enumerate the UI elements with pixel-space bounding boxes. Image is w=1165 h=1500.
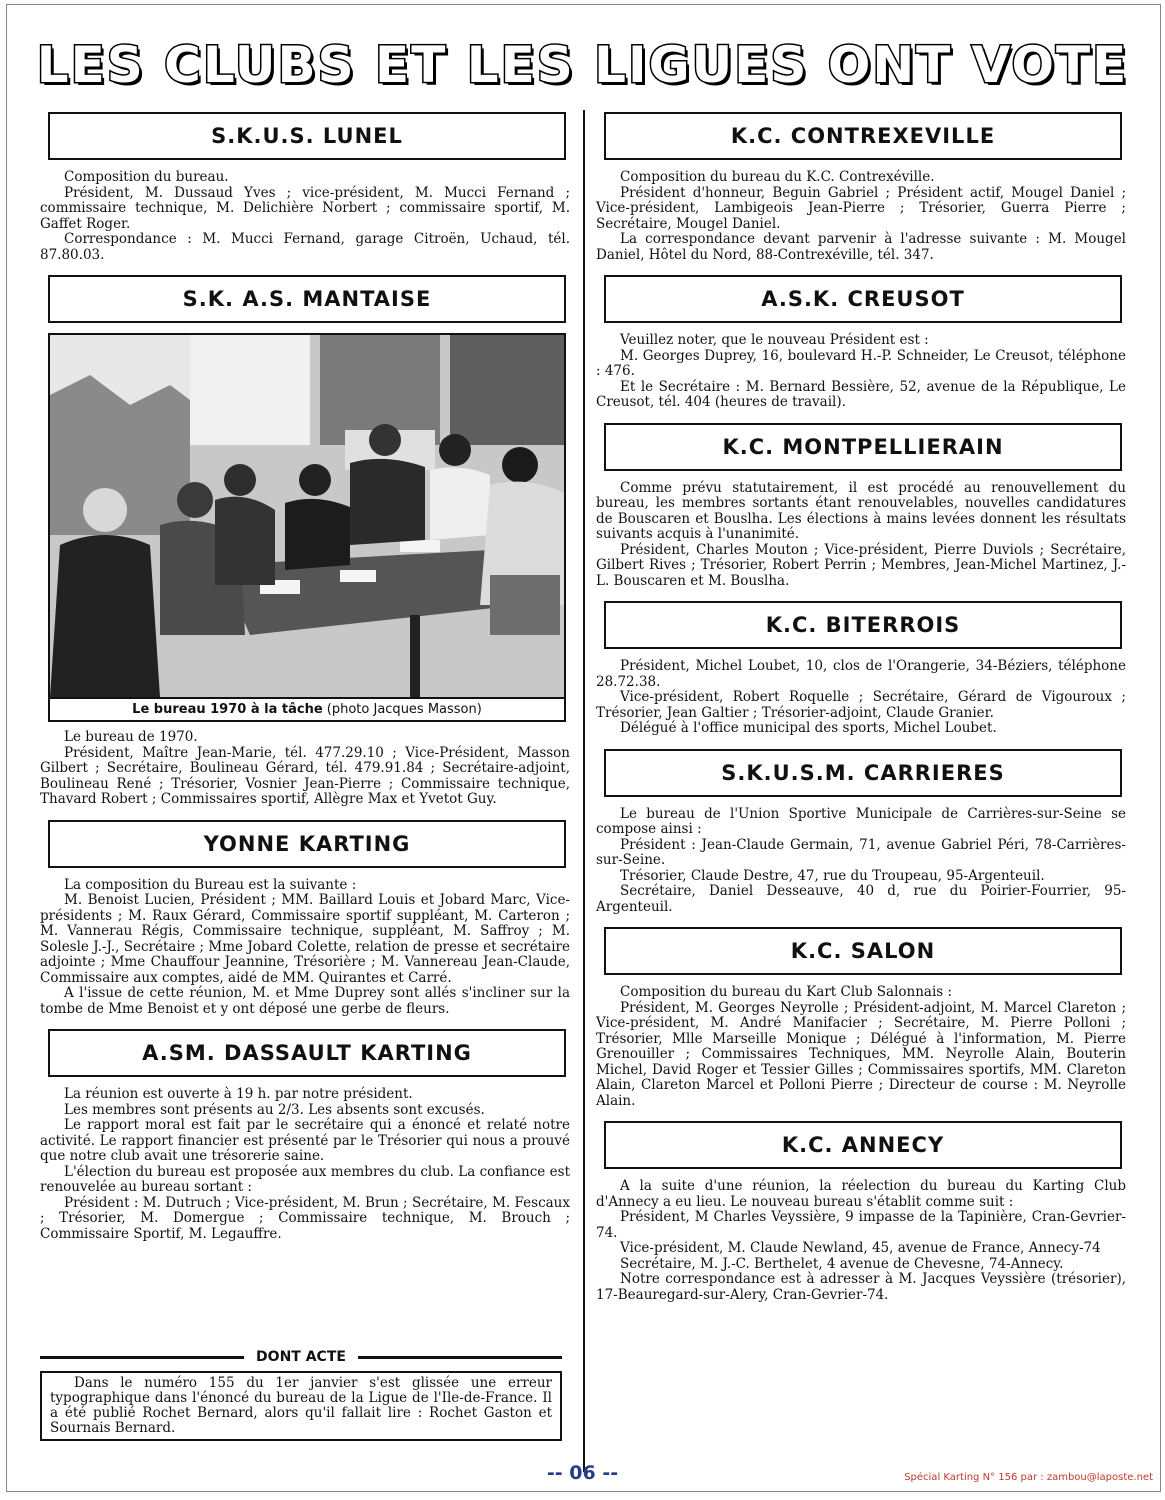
paragraph: Président, M Charles Veyssière, 9 impasse de la Tapinière, Cran-Gevrier-74. bbox=[596, 1209, 1126, 1241]
section-ask-creusot bbox=[596, 275, 1126, 411]
paragraph: Comme prévu statutairement, il est procédé au renouvellement du bureau, les membres sortants étant renouvelables, nouvelles candidatures de Bouscaren et Bouslha. Les élections à mains levées donnent les résultats suivants acquis à l'unanimité. bbox=[596, 479, 1126, 542]
photo-caption-credit: (photo Jacques Masson) bbox=[322, 702, 482, 717]
paragraph: Le rapport moral est fait par le secrétaire qui a énoncé et relaté notre activité. Le rapport financier est présenté par le Trésorier qui nous a prouvé que notre club avait une trésorerie saine. bbox=[40, 1117, 570, 1164]
meeting-photo-illustration bbox=[50, 335, 566, 697]
section-heading: S.K. A.S. MANTAISE bbox=[48, 275, 566, 323]
section-heading: S.K.U.S. LUNEL bbox=[48, 112, 566, 160]
paragraph: Composition du bureau. bbox=[64, 169, 229, 185]
section-skus-lunel bbox=[40, 112, 570, 263]
paragraph: Secrétaire, M. J.-C. Berthelet, 4 avenue de Chevesne, 74-Annecy. bbox=[620, 1255, 1064, 1272]
paragraph: Président, Michel Loubet, 10, clos de l'Orangerie, 34-Béziers, téléphone 28.72.38. bbox=[596, 658, 1126, 690]
section-asm-dassault bbox=[40, 1029, 570, 1242]
column-divider bbox=[583, 110, 585, 1472]
paragraph: Président d'honneur, Beguin Gabriel ; Président actif, Mougel Daniel ; Vice-président, Lambigeois Jean-Pierre ; Trésorier, Guerra Pierre ; Secrétaire, Mougel Daniel. bbox=[596, 184, 1126, 232]
section-kc-contrexeville bbox=[596, 112, 1126, 263]
paragraph: Dans le numéro 155 du 1er janvier s'est glissée une erreur typographique dans l'énoncé du bureau de la Ligue de l'Ile-de-France. Il a été publié Rochet Bernard, alors qu'il fallait lire : Rochet Gaston et Sournais Bernard. bbox=[50, 1375, 552, 1436]
paragraph: Président, Charles Mouton ; Vice-président, Pierre Duviols ; Secrétaire, Gilbert Rives ; Trésorier, Robert Perrin ; Membres, Jean-Michel Martinez, J.-L. Bouscaren et M. Bouslha. bbox=[596, 541, 1126, 589]
meeting-photo bbox=[48, 333, 566, 699]
paragraph: M. Benoist Lucien, Président ; MM. Baillard Louis et Jobard Marc, Vice-présidents ; M. Raux Gérard, Commissaire sportif suppléant, M. Carteron ; M. Vannerau Régis, Commissaire technique, suppléant, M. Saffroy ; M. Solesle J.-J., Secrétaire ; Mme Jobard Colette, relation de presse et secrétaire adjointe ; Mme Chauffour Jeannine, Trésorière ; M. Vannereau Jean-Claude, Commissaire aux comptes, aidé de MM. Quirantes et Carré. bbox=[40, 892, 570, 986]
page-number: -- 06 -- bbox=[546, 1462, 619, 1484]
section-yonne-karting bbox=[40, 820, 570, 1018]
paragraph: Correspondance : M. Mucci Fernand, garage Citroën, Uchaud, tél. 87.80.03. bbox=[40, 231, 570, 263]
paragraph: Les membres sont présents au 2/3. Les absents sont excusés. bbox=[64, 1101, 485, 1118]
section-heading: A.SM. DASSAULT KARTING bbox=[48, 1029, 566, 1077]
paragraph: M. Georges Duprey, 16, boulevard H.-P. Schneider, Le Creusot, téléphone : 476. bbox=[596, 347, 1126, 379]
paragraph: Président, Maître Jean-Marie, tél. 477.29.10 ; Vice-Président, Masson Gilbert ; Secrétaire, Boulineau Gérard, tél. 479.91.84 ; Secrétaire-adjoint, Boulineau René ; Trésorier, Vosnier Jean-Pierre ; Commissaire technique, Thavard Robert ; Commissaires sportif, Allègre Max et Yvetot Guy. bbox=[40, 744, 570, 807]
paragraph: Président : Jean-Claude Germain, 71, avenue Gabriel Péri, 78-Carrières-sur-Seine. bbox=[596, 836, 1126, 868]
section-kc-montpellierain bbox=[596, 423, 1126, 590]
paragraph: Le bureau de l'Union Sportive Municipale de Carrières-sur-Seine se compose ainsi : bbox=[596, 805, 1126, 837]
page-title: LES CLUBS ET LES LIGUES ONT VOTE bbox=[36, 36, 1129, 94]
paragraph: La correspondance devant parvenir à l'adresse suivante : M. Mougel Daniel, Hôtel du Nord, 88-Contrexéville, tél. 347. bbox=[596, 231, 1126, 263]
paragraph: Président, M. Dussaud Yves ; vice-président, M. Mucci Fernand ; commissaire technique, M. Delichière Norbert ; commissaire sportif, M. Gaffet Roger. bbox=[40, 184, 570, 232]
paragraph: Composition du bureau du K.C. Contrexéville. bbox=[620, 169, 935, 185]
section-heading: YONNE KARTING bbox=[48, 820, 566, 868]
section-heading: K.C. ANNECY bbox=[604, 1121, 1122, 1169]
paragraph: A l'issue de cette réunion, M. et Mme Duprey sont allés s'incliner sur la tombe de Mme Benoist et y ont déposé une gerbe de fleurs. bbox=[40, 985, 570, 1017]
paragraph: Notre correspondance est à adresser à M. Jacques Veyssière (trésorier), 17-Beauregard-sur-Alery, Cran-Gevrier-74. bbox=[596, 1271, 1126, 1303]
paragraph: La réunion est ouverte à 19 h. par notre président. bbox=[64, 1086, 413, 1102]
paragraph: Vice-président, Robert Roquelle ; Secrétaire, Gérard de Vigouroux ; Trésorier, Jean Galtier ; Trésorier-adjoint, Claude Granier. bbox=[596, 689, 1126, 721]
paragraph: Délégué à l'office municipal des sports, Michel Loubet. bbox=[620, 720, 997, 736]
paragraph: L'élection du bureau est proposée aux membres du club. La confiance est renouvelée au bureau sortant : bbox=[40, 1163, 570, 1195]
section-heading: K.C. CONTREXEVILLE bbox=[604, 112, 1122, 160]
paragraph: Et le Secrétaire : M. Bernard Bessière, 52, avenue de la République, Le Creusot, tél. 404 (heures de travail). bbox=[596, 378, 1126, 410]
paragraph: Vice-président, M. Claude Newland, 45, avenue de France, Annecy-74 bbox=[620, 1240, 1101, 1256]
paragraph: La composition du Bureau est la suivante : bbox=[64, 876, 357, 893]
section-kc-biterrois bbox=[596, 601, 1126, 737]
paragraph: Trésorier, Claude Destre, 47, rue du Troupeau, 95-Argenteuil. bbox=[620, 867, 1045, 884]
paragraph: Secrétaire, Daniel Desseauve, 40 d, rue du Poirier-Fourrier, 95-Argenteuil. bbox=[596, 883, 1126, 915]
dont-acte-content bbox=[40, 1371, 562, 1441]
dont-acte-box bbox=[40, 1349, 562, 1441]
section-heading: S.K.U.S.M. CARRIERES bbox=[604, 749, 1122, 797]
photo-caption-bold: Le bureau 1970 à la tâche bbox=[132, 702, 323, 717]
paragraph: Président, M. Georges Neyrolle ; Président-adjoint, M. Marcel Clareton ; Vice-président, M. André Manifacier ; Secrétaire, M. Pierre Polloni ; Trésorier, Mlle Marseille Monique ; Délégué à l'information, M. Pierre Grenouiller ; Commissaires Techniques, MM. Neyrolle Alain, Bouterin Michel, David Roger et Tessier Gilles ; Commissaires sportifs, MM. Clareton Alain, Clareton Marcel et Polloni Pierre ; Directeur de course : M. Neyrolle Alain. bbox=[596, 999, 1126, 1109]
section-kc-salon bbox=[596, 927, 1126, 1109]
section-heading: K.C. MONTPELLIERAIN bbox=[604, 423, 1122, 471]
paragraph: A la suite d'une réunion, la réelection du bureau du Karting Club d'Annecy a eu lieu. Le nouveau bureau s'établit comme suit : bbox=[596, 1178, 1126, 1210]
section-skas-mantaise bbox=[40, 275, 570, 808]
section-kc-annecy bbox=[596, 1121, 1126, 1303]
paragraph: Président : M. Dutruch ; Vice-président, M. Brun ; Secrétaire, M. Fescaux ; Trésorier, M. Domergue ; Commissaire technique, M. Brouch ; Commissaire Sportif, M. Legauffre. bbox=[40, 1194, 570, 1242]
section-skusm-carrieres bbox=[596, 749, 1126, 916]
left-column bbox=[40, 112, 570, 1254]
paragraph: Le bureau de 1970. bbox=[64, 729, 198, 745]
dont-acte-label: DONT ACTE bbox=[244, 1349, 358, 1365]
section-heading: K.C. BITERROIS bbox=[604, 601, 1122, 649]
footer-credit: Spécial Karting N° 156 par : zambou@laposte.net bbox=[904, 1472, 1153, 1483]
dont-acte-rule bbox=[40, 1349, 562, 1365]
paragraph: Composition du bureau du Kart Club Salonnais : bbox=[620, 984, 953, 1000]
right-column bbox=[596, 112, 1126, 1315]
paragraph: Veuillez noter, que le nouveau Président est : bbox=[620, 332, 929, 348]
section-heading: K.C. SALON bbox=[604, 927, 1122, 975]
section-heading: A.S.K. CREUSOT bbox=[604, 275, 1122, 323]
photo-caption bbox=[48, 699, 566, 722]
